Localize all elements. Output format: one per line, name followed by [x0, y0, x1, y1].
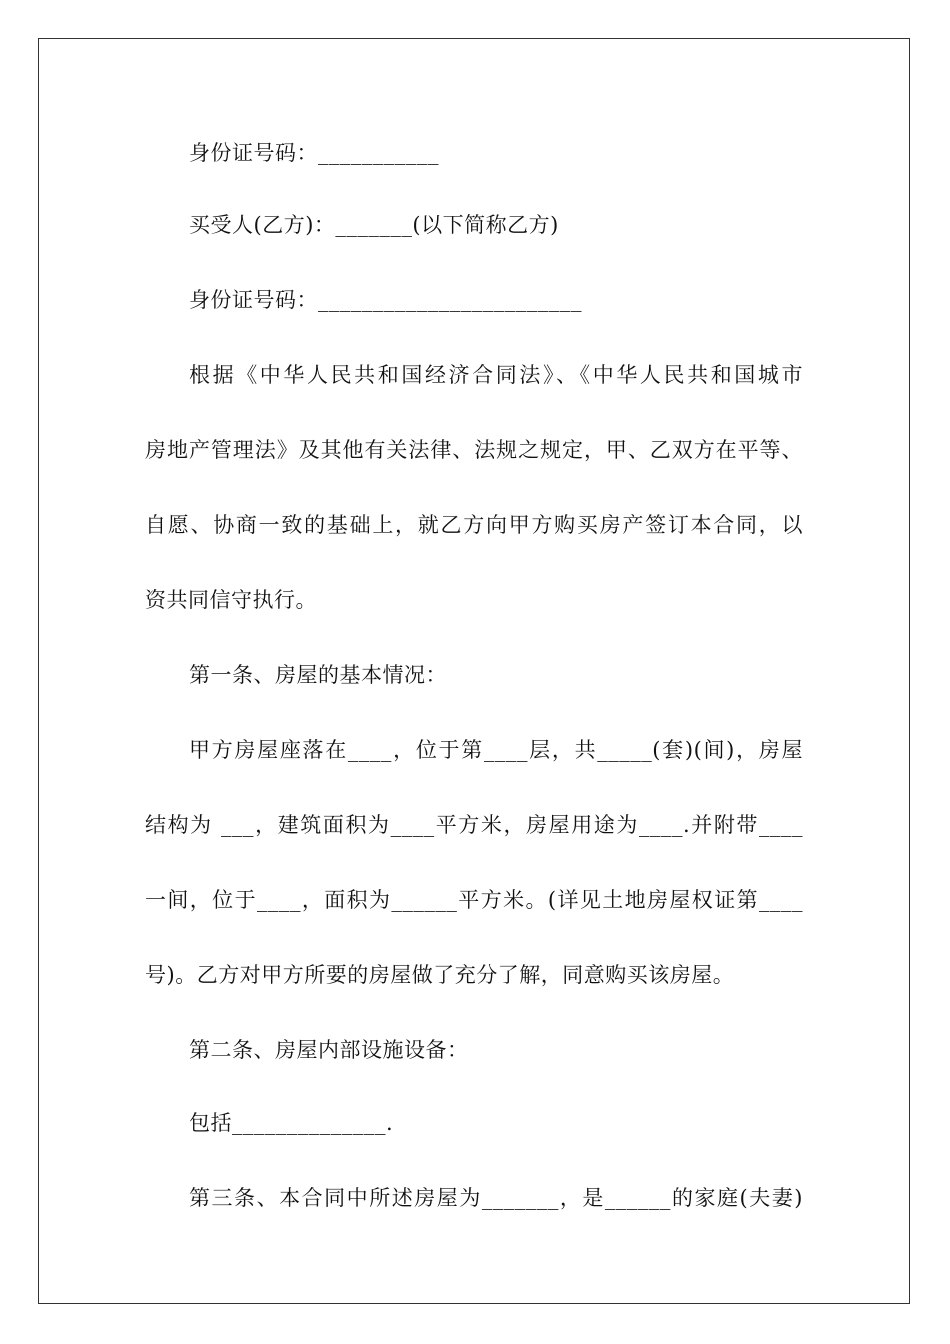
preamble-line-1: 根据《中华人民共和国经济合同法》、《中华人民共和国城市	[189, 363, 803, 387]
preamble-line-2: 房地产管理法》及其他有关法律、法规之规定，甲、乙双方在平等、	[145, 438, 803, 462]
preamble-line-4: 资共同信守执行。	[145, 588, 317, 612]
seller-id-number-line: 身份证号码：___________	[189, 141, 439, 165]
article-1-line-3: 一间，位于____，面积为______平方米。(详见土地房屋权证第____	[145, 888, 803, 912]
preamble-line-3: 自愿、协商一致的基础上，就乙方向甲方购买房产签订本合同，以	[145, 513, 803, 537]
article-1-line-4: 号)。乙方对甲方所要的房屋做了充分了解，同意购买该房屋。	[145, 963, 735, 987]
article-3-line-1: 第三条、本合同中所述房屋为_______，是______的家庭(夫妻)	[189, 1186, 803, 1210]
article-1-line-1: 甲方房屋座落在____，位于第____层，共_____(套)(间)，房屋	[189, 738, 803, 762]
article-2-heading: 第二条、房屋内部设施设备：	[189, 1038, 469, 1062]
buyer-id-number-line: 身份证号码：________________________	[189, 288, 582, 312]
article-2-line-1: 包括______________.	[189, 1111, 394, 1135]
article-1-heading: 第一条、房屋的基本情况：	[189, 663, 447, 687]
article-1-line-2: 结构为 ___，建筑面积为____平方米，房屋用途为____.并附带____	[145, 813, 803, 837]
buyer-line: 买受人(乙方)：_______(以下简称乙方)	[189, 213, 559, 237]
